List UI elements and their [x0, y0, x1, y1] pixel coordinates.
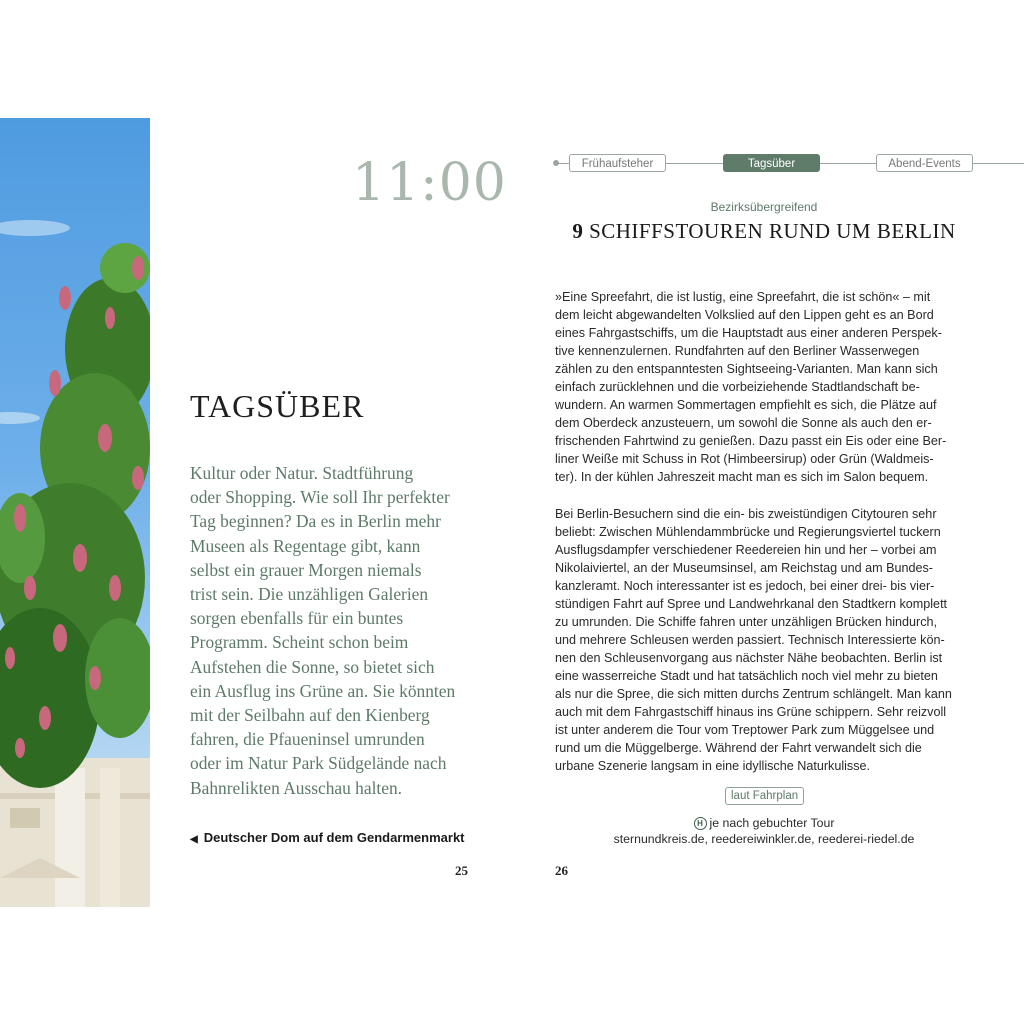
text-line: einfach zurücklehnen und die vorbeiziehende Stadtlandschaft be-	[555, 380, 920, 394]
text-line: urbane Szenerie langsam in eine idyllische Naturkulisse.	[555, 759, 871, 773]
price-info-icon: H	[694, 817, 707, 830]
text-line: Bei Berlin-Besuchern sind die ein- bis zweistündigen Citytouren sehr	[555, 507, 937, 521]
text-line: eine wasserreiche Stadt und hat tatsächlich noch viel mehr zu bieten	[555, 669, 938, 683]
region-label: Bezirksübergreifend	[710, 200, 818, 214]
tab-abend-events[interactable]: Abend-Events	[876, 154, 973, 172]
page-number-left: 25	[455, 863, 468, 878]
text-line: beliebt: Zwischen Mühlendammbrücke und Regierungsviertel tuckern	[555, 525, 941, 539]
schedule-badge: laut Fahrplan	[725, 787, 804, 805]
intro-line: Bahnrelikten Ausschau halten.	[190, 777, 403, 798]
section-title: TAGSÜBER	[190, 388, 365, 424]
intro-line: trist sein. Die unzähligen Galerien	[190, 584, 429, 605]
intro-line: oder im Natur Park Südgelände nach	[190, 753, 447, 774]
text-line: zu umrunden. Die Schiffe fahren unter unzähligen Brücken hindurch,	[555, 615, 938, 629]
text-line: und mehrere Schleusen werden passiert. Technisch Interessierte kön-	[555, 633, 945, 647]
time-heading: 11:00	[352, 153, 507, 213]
text-line: als nur die Spree, die sich mitten durchs Zentrum schlängelt. Man kann	[555, 687, 952, 701]
article-headline	[555, 219, 973, 244]
photo-caption	[190, 830, 465, 845]
text-line: eines Fahrgastschiffs, um die Hauptstadt aus einer anderen Perspek-	[555, 326, 942, 340]
text-line: dem leicht abgewandelten Volkslied auf den Lippen geht es an Bord	[555, 308, 934, 322]
tab-fruehaufsteher[interactable]: Frühaufsteher	[569, 154, 666, 172]
intro-line: Aufstehen die Sonne, so bietet sich	[190, 656, 435, 677]
intro-line: oder Shopping. Wie soll Ihr perfekter	[190, 487, 450, 508]
text-line: auch mit dem Fahrgastschiff hinaus ins Grüne schippern. Sehr reizvoll	[555, 705, 947, 719]
websites[interactable]: sternundkreis.de, reedereiwinkler.de, reederei-riedel.de	[613, 832, 915, 846]
text-line: Ausflugsdampfer verschiedener Reedereien hin und her – vorbei am	[555, 543, 937, 557]
text-line: frischenden Fahrtwind zu genießen. Dazu passt ein Eis oder eine Ber-	[555, 434, 947, 448]
intro-line: Kultur oder Natur. Stadtführung	[190, 463, 414, 483]
text-line: ter). In der kühlen Jahreszeit macht man es sich im Salon bequem.	[555, 470, 929, 484]
text-line: Nikolaiviertel, an der Museumsinsel, am Reichstag und am Bundes-	[555, 561, 933, 575]
article-paragraph-1	[555, 288, 974, 486]
photo-illustration	[0, 118, 150, 907]
article-paragraph-2	[555, 505, 974, 775]
intro-line: Programm. Scheint schon beim	[190, 632, 409, 653]
triangle-left-icon: ◀	[190, 834, 198, 845]
text-line: liner Weiße mit Schuss in Rot (Himbeersirup) oder Grün (Waldmeis-	[555, 452, 934, 466]
intro-line: fahren, die Pfaueninsel umrunden	[190, 729, 425, 750]
tour-info	[555, 815, 973, 847]
intro-line: mit der Seilbahn auf den Kienberg	[190, 705, 430, 726]
text-line: tive kennenzulernen. Rundfahrten auf den Berliner Wasserwegen	[555, 344, 920, 358]
text-line: »Eine Spreefahrt, die ist lustig, eine Spreefahrt, die ist schön« – mit	[555, 290, 931, 304]
text-line: wundern. An warmen Sommertagen empfiehlt es sich, die Plätze auf	[555, 398, 937, 412]
text-line: stündigen Fahrt auf Spree und Landwehrkanal den Stadtkern komplett	[555, 597, 948, 611]
intro-line: Museen als Regentage gibt, kann	[190, 535, 421, 556]
intro-line: sorgen ebenfalls für ein buntes	[190, 608, 404, 629]
text-line: ist unter anderem die Tour vom Treptower Park zum Müggelsee und	[555, 723, 935, 737]
intro-text	[190, 461, 480, 800]
headline-text: SCHIFFSTOUREN RUND UM BERLIN	[589, 219, 956, 243]
price-line	[555, 815, 973, 831]
text-line: kanzleramt. Noch interessanter ist es jedoch, bei einer drei- bis vier-	[555, 579, 935, 593]
intro-line: ein Ausflug ins Grüne an. Sie könnten	[190, 680, 456, 701]
book-spread	[0, 118, 1024, 907]
headline-number: 9	[572, 219, 584, 243]
text-line: dem Oberdeck anzusteuern, um sowohl die Sonne als auch den er-	[555, 416, 932, 430]
text-line: rund um die Müggelberge. Während der Fahrt verwandelt sich die	[555, 741, 922, 755]
price-note: je nach gebuchter Tour	[709, 816, 835, 830]
caption-text: Deutscher Dom auf dem Gendarmenmarkt	[203, 830, 465, 845]
page-number-right: 26	[555, 863, 568, 878]
intro-line: Tag beginnen? Da es in Berlin mehr	[190, 511, 441, 532]
tab-tagsueber[interactable]: Tagsüber	[723, 154, 820, 172]
text-line: zählen zu den entspanntesten Sightseeing-Varianten. Man kann sich	[555, 362, 938, 376]
nav-dot	[553, 160, 559, 166]
text-line: nen den Schleusenvorgang aus nächster Nähe beobachten. Berlin ist	[555, 651, 943, 665]
intro-line: selbst ein grauer Morgen niemals	[190, 559, 422, 580]
chestnut-tree-photo	[0, 118, 150, 907]
